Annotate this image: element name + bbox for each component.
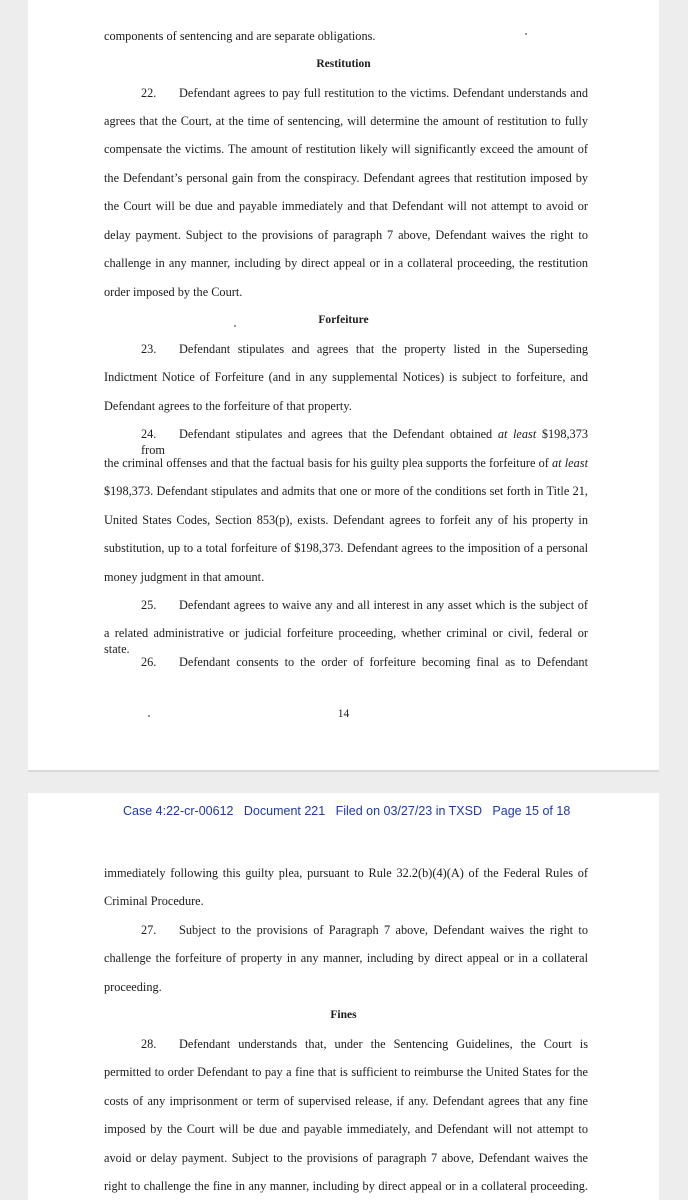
text-line: immediately following this guilty plea, pursuant to Rule 32.2(b)(4)(A) of the Federal Rules of: [104, 866, 588, 880]
page-separator: [28, 770, 659, 772]
section-heading-fines: Fines: [330, 1009, 357, 1021]
emphasis-text: at least: [497, 427, 537, 441]
paragraph-24-first-line: [141, 426, 588, 458]
document-page-15: [28, 793, 659, 1200]
text-run: Defendant stipulates and agrees that the property listed in the Superseding: [179, 342, 588, 356]
text-line: agrees that the Court, at the time of sentencing, will determine the amount of restitution to fully: [104, 114, 588, 128]
paragraph-number: 25.: [141, 598, 157, 612]
text-line: avoid or delay payment. Subject to the provisions of paragraph 7 above, Defendant waives the: [104, 1151, 588, 1165]
text-run: Subject to the provisions of Paragraph 7 above, Defendant waives the right to: [179, 923, 588, 937]
paragraph-26-first-line: [141, 654, 588, 670]
text-line: [104, 455, 588, 471]
paragraph-number: 23.: [141, 342, 157, 356]
paragraph-22-first-line: [141, 85, 588, 101]
text-run: Defendant consents to the order of forfeiture becoming final as to Defendant: [179, 655, 588, 669]
section-heading-restitution: Restitution: [316, 58, 371, 70]
text-line: proceeding.: [104, 980, 162, 994]
paragraph-number: 24.: [141, 427, 157, 441]
text-line: the Court will be due and payable immediately and that Defendant will not attempt to avoid or: [104, 199, 588, 213]
section-heading-forfeiture: Forfeiture: [318, 314, 369, 326]
page-number: 14: [337, 708, 350, 720]
scan-speck: [525, 33, 527, 35]
text-line: permitted to order Defendant to pay a fine that is sufficient to reimburse the United States for the: [104, 1065, 588, 1079]
text-line: $198,373. Defendant stipulates and admits that one or more of the conditions set forth in Title 21,: [104, 484, 588, 498]
text-line: costs of any imprisonment or term of supervised release, if any. Defendant agrees that any fine: [104, 1094, 588, 1108]
text-line: order imposed by the Court.: [104, 285, 243, 299]
scan-speck: [234, 325, 236, 327]
paragraph-27-first-line: [141, 922, 588, 938]
text-line: challenge the forfeiture of property in any manner, including by direct appeal or in a collateral: [104, 951, 588, 965]
paragraph-28-first-line: [141, 1036, 588, 1052]
text-line: money judgment in that amount.: [104, 570, 265, 584]
paragraph-number: 26.: [141, 655, 157, 669]
text-line: a related administrative or judicial forfeiture proceeding, whether criminal or civil, federal or state.: [104, 626, 588, 656]
text-run: Defendant stipulates and agrees that the Defendant obtained: [179, 427, 498, 441]
paragraph-number: 22.: [141, 86, 157, 100]
text-run: Defendant agrees to pay full restitution to the victims. Defendant understands and: [179, 86, 588, 100]
text-line: United States Codes, Section 853(p), exists. Defendant agrees to forfeit any of his property in: [104, 513, 588, 527]
text-run: $198,373 from: [141, 427, 588, 457]
text-run: Defendant understands that, under the Sentencing Guidelines, the Court is: [179, 1037, 588, 1051]
paragraph-number: 28.: [141, 1037, 157, 1051]
text-run: the criminal offenses and that the factual basis for his guilty plea supports the forfeiture of: [104, 456, 553, 470]
scan-speck: [148, 715, 150, 717]
paragraph-25-first-line: [141, 597, 588, 613]
text-run: Defendant agrees to waive any and all interest in any asset which is the subject of: [179, 598, 588, 612]
text-line: substitution, up to a total forfeiture of $198,373. Defendant agrees to the imposition of a personal: [104, 541, 588, 555]
text-line: challenge in any manner, including by direct appeal or in a collateral proceeding, the restitution: [104, 256, 588, 270]
text-line: Defendant agrees to the forfeiture of that property.: [104, 399, 352, 413]
text-line: right to challenge the fine in any manner, including by direct appeal or in a collateral proceeding.: [104, 1179, 588, 1193]
text-line: compensate the victims. The amount of restitution likely will significantly exceed the amount of: [104, 142, 588, 156]
text-line: Indictment Notice of Forfeiture (and in any supplemental Notices) is subject to forfeiture, and: [104, 370, 588, 384]
paragraph-23-first-line: [141, 341, 588, 357]
case-header: Case 4:22-cr-00612 Document 221 Filed on 03/27/23 in TXSD Page 15 of 18: [123, 804, 571, 818]
text-line: components of sentencing and are separate obligations.: [104, 29, 376, 43]
text-line: the Defendant’s personal gain from the conspiracy. Defendant agrees that restitution imposed by: [104, 171, 588, 185]
emphasis-text: at least: [552, 456, 588, 470]
text-line: delay payment. Subject to the provisions of paragraph 7 above, Defendant waives the right to: [104, 228, 588, 242]
text-line: Criminal Procedure.: [104, 894, 204, 908]
text-line: imposed by the Court will be due and payable immediately, and Defendant will not attempt to: [104, 1122, 588, 1136]
paragraph-number: 27.: [141, 923, 157, 937]
document-page-14: [28, 0, 659, 770]
